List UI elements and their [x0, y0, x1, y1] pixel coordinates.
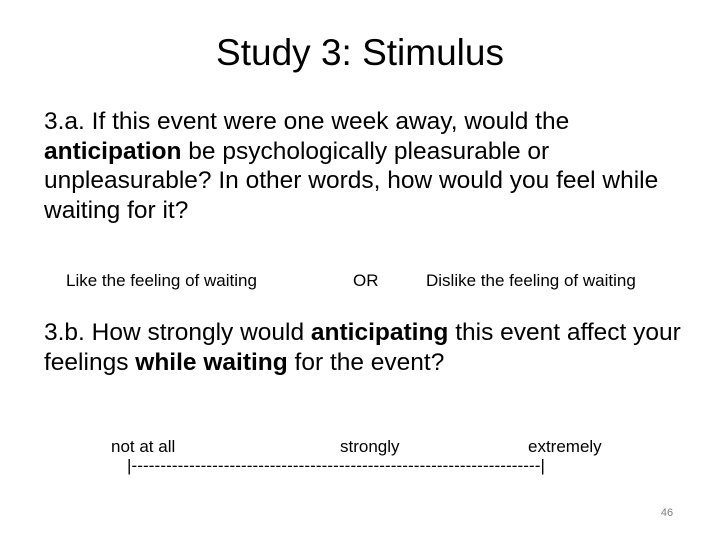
question-3b-bold-2: while waiting	[135, 348, 288, 376]
option-or: OR	[353, 271, 379, 290]
question-3a-bold-term: anticipation	[44, 137, 182, 165]
scale-label-extremely: extremely	[528, 437, 602, 456]
question-3b-text-3: for the event?	[287, 348, 445, 376]
question-3a-text-end: be psychologically pleasurable or unpleasurable? In other words, how would you feel while waiting for it?	[44, 137, 659, 224]
question-3b-bold-1: anticipating	[310, 319, 449, 346]
scale-label-strongly: strongly	[340, 437, 400, 456]
question-3a-text-start: 3.a. If this event were one week away, would the	[44, 108, 570, 135]
slide-title: Study 3: Stimulus	[216, 32, 504, 73]
option-like: Like the feeling of waiting	[66, 271, 257, 290]
page-number: 46	[660, 507, 674, 519]
rating-scale-line: |-----------------------------------------------------------------------|	[127, 456, 546, 475]
option-dislike: Dislike the feeling of waiting	[426, 271, 636, 290]
question-3b	[44, 318, 684, 377]
question-3b-text-1: 3.b. How strongly would	[44, 319, 311, 346]
question-3a	[44, 107, 684, 225]
question-3b-text-2: this event affect your feelings	[44, 319, 681, 376]
scale-label-not-at-all: not at all	[111, 437, 176, 456]
